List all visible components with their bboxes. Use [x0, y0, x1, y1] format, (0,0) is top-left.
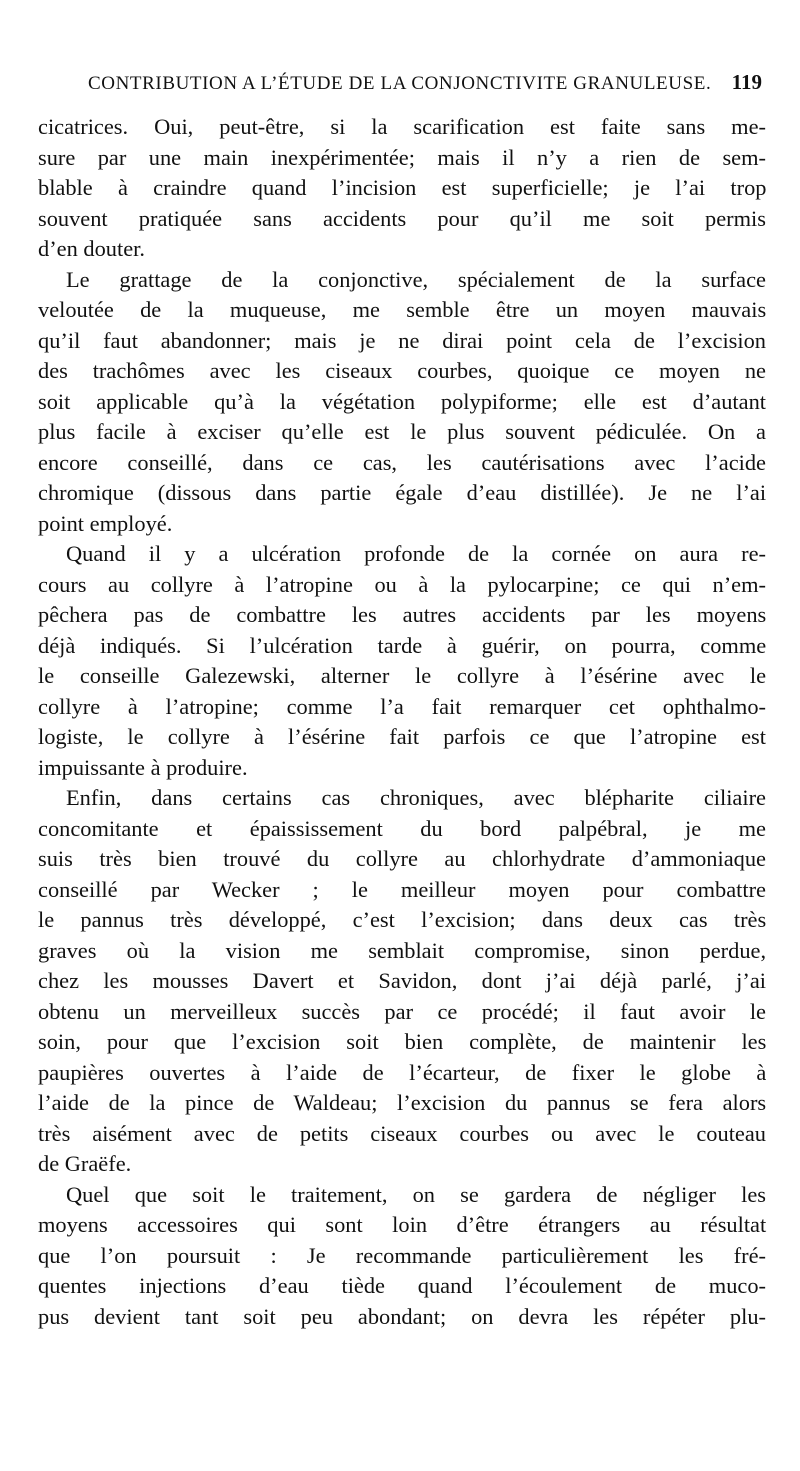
text-line: très aisément avec de petits ciseaux courbes ou avec le couteau: [38, 1120, 766, 1146]
text-line: pus devient tant soit peu abondant; on devra les répéter plu-: [38, 1303, 766, 1329]
text-line: Quand il y a ulcération profonde de la cornée on aura re-: [66, 541, 766, 566]
text-line: logiste, le collyre à l’ésérine fait parfois ce que l’atropine est: [38, 724, 766, 749]
paragraph: [38, 112, 766, 265]
text-line: obtenu un merveilleux succès par ce procédé; il faut avoir le: [38, 998, 766, 1024]
paragraph: [38, 539, 766, 783]
text-line: le conseille Galezewski, alterner le collyre à l’ésérine avec le: [38, 663, 767, 688]
text-line: veloutée de la muqueuse, me semble être un moyen mauvais: [38, 297, 767, 322]
book-page: [28, 0, 766, 1471]
text-line: cicatrices. Oui, peut-être, si la scarification est faite sans me-: [38, 114, 766, 139]
text-line: sure par une main inexpérimentée; mais il n’y a rien de sem-: [38, 144, 766, 170]
text-line: souvent pratiquée sans accidents pour qu’il me soit permis: [38, 205, 766, 231]
text-line: pêchera pas de combattre les autres accidents par les moyens: [38, 602, 767, 627]
running-head: [88, 70, 766, 95]
text-line: que l’on poursuit : Je recommande particulièrement les fré-: [38, 1242, 766, 1268]
text-line: Le grattage de la conjonctive, spécialement de la surface: [66, 266, 766, 292]
text-line: Quel que soit le traitement, on se gardera de négliger les: [66, 1181, 766, 1207]
text-line: paupières ouvertes à l’aide de l’écarteur, de fixer le globe à: [38, 1059, 767, 1085]
text-line: le pannus très développé, c’est l’excision; dans deux cas très: [38, 907, 767, 932]
text-line: chromique (dissous dans partie égale d’eau distillée). Je ne l’ai: [38, 480, 767, 505]
text-line: graves où la vision me semblait compromise, sinon perdue,: [38, 937, 767, 963]
paragraph: [38, 1180, 766, 1333]
text-line: suis très bien trouvé du collyre au chlorhydrate d’ammoniaque: [38, 846, 766, 871]
text-line: cours au collyre à l’atropine ou à la pylocarpine; ce qui n’em-: [38, 571, 766, 597]
text-line: déjà indiqués. Si l’ulcération tarde à guérir, on pourra, comme: [38, 632, 767, 658]
text-line: blable à craindre quand l’incision est superficielle; je l’ai trop: [38, 175, 767, 200]
text-line: conseillé par Wecker ; le meilleur moyen pour combattre: [38, 876, 766, 902]
text-line: plus facile à exciser qu’elle est le plus souvent pédiculée. On a: [38, 419, 766, 444]
paragraph: [38, 265, 766, 540]
text-line: encore conseillé, dans ce cas, les cautérisations avec l’acide: [38, 449, 766, 475]
running-title: CONTRIBUTION A L’ÉTUDE DE LA CONJONCTIVITE GRANULEUSE.: [88, 73, 712, 94]
text-line: des trachômes avec les ciseaux courbes, quoique ce moyen ne: [38, 358, 766, 383]
text-line: concomitante et épaississement du bord palpébral, je me: [38, 815, 766, 841]
text-line: Enfin, dans certains cas chroniques, avec blépharite ciliaire: [66, 785, 766, 810]
text-line: collyre à l’atropine; comme l’a fait remarquer cet ophthalmo-: [38, 693, 766, 719]
text-line: qu’il faut abandonner; mais je ne dirai point cela de l’excision: [38, 327, 766, 353]
body-text: [38, 112, 766, 1332]
text-line: impuissante à produire.: [38, 754, 248, 780]
text-line: chez les mousses Davert et Savidon, dont j’ai déjà parlé, j’ai: [38, 968, 766, 993]
paragraph: [38, 783, 766, 1180]
text-line: d’en douter.: [38, 236, 145, 261]
text-line: point employé.: [38, 510, 173, 536]
text-line: soit applicable qu’à la végétation polypiforme; elle est d’autant: [38, 388, 766, 414]
text-line: l’aide de la pince de Waldeau; l’excision du pannus se fera alors: [38, 1090, 767, 1115]
page-number: 119: [731, 70, 762, 94]
text-line: moyens accessoires qui sont loin d’être étrangers au résultat: [38, 1212, 767, 1237]
text-line: de Graëfe.: [38, 1151, 132, 1176]
text-line: quentes injections d’eau tiède quand l’écoulement de muco-: [38, 1273, 766, 1298]
text-line: soin, pour que l’excision soit bien complète, de maintenir les: [38, 1029, 767, 1054]
